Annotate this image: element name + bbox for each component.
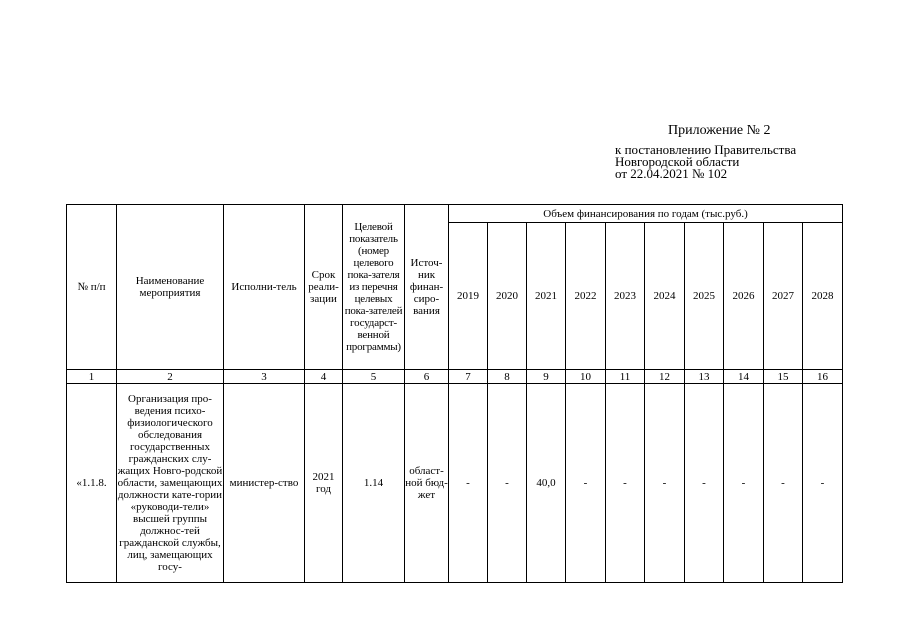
year-header: 2028 [803, 223, 843, 370]
column-number: 16 [803, 370, 843, 384]
header-source: Источ-ник финан-сиро-вания [405, 205, 449, 370]
header-target: Целевой показатель (номер целевого пока-зателя из перечня целевых пока-зателей государст-венной программы) [343, 205, 405, 370]
year-header: 2023 [606, 223, 645, 370]
year-value: - [449, 384, 488, 583]
year-value: - [803, 384, 843, 583]
year-value: 40,0 [527, 384, 566, 583]
year-value: - [488, 384, 527, 583]
column-number: 11 [606, 370, 645, 384]
year-header: 2019 [449, 223, 488, 370]
column-number: 15 [764, 370, 803, 384]
column-number: 3 [224, 370, 305, 384]
column-number: 6 [405, 370, 449, 384]
year-header: 2027 [764, 223, 803, 370]
row-term: 2021 год [305, 384, 343, 583]
year-value: - [685, 384, 724, 583]
year-value: - [764, 384, 803, 583]
column-number: 8 [488, 370, 527, 384]
header-financing: Объем финансирования по годам (тыс.руб.) [449, 205, 843, 223]
header-name: Наименование мероприятия [117, 205, 224, 370]
row-executor: министер-ство [224, 384, 305, 583]
year-header: 2026 [724, 223, 764, 370]
year-value: - [645, 384, 685, 583]
column-number: 14 [724, 370, 764, 384]
year-value: - [606, 384, 645, 583]
row-no: «1.1.8. [67, 384, 117, 583]
column-number: 2 [117, 370, 224, 384]
row-source: област-ной бюд-жет [405, 384, 449, 583]
year-header: 2025 [685, 223, 724, 370]
header-no: № п/п [67, 205, 117, 370]
year-header: 2020 [488, 223, 527, 370]
appendix-title: Приложение № 2 [668, 123, 771, 138]
year-value: - [724, 384, 764, 583]
column-number: 10 [566, 370, 606, 384]
year-header: 2022 [566, 223, 606, 370]
column-number: 9 [527, 370, 566, 384]
row-name: Организация про-ведения психо-физиологического обследования государственных гражданских слу-жащих Новго-родской области, замещающих должности кате-гории «руководи-тели» высшей группы должнос-тей гражданской службы, лиц, замещающих госу- [117, 384, 224, 583]
appendix-ref-line-3: от 22.04.2021 № 102 [615, 166, 728, 181]
appendix-ref-line-2: Новгородской области [615, 154, 740, 169]
row-target: 1.14 [343, 384, 405, 583]
header-executor: Исполни-тель [224, 205, 305, 370]
year-header: 2021 [527, 223, 566, 370]
appendix-ref-line-1: к постановлению Правительства [615, 142, 797, 157]
column-number: 7 [449, 370, 488, 384]
column-number: 12 [645, 370, 685, 384]
column-number: 1 [67, 370, 117, 384]
column-number: 4 [305, 370, 343, 384]
financing-table [66, 204, 843, 583]
column-number: 13 [685, 370, 724, 384]
column-number: 5 [343, 370, 405, 384]
header-term: Срок реали-зации [305, 205, 343, 370]
year-header: 2024 [645, 223, 685, 370]
year-value: - [566, 384, 606, 583]
